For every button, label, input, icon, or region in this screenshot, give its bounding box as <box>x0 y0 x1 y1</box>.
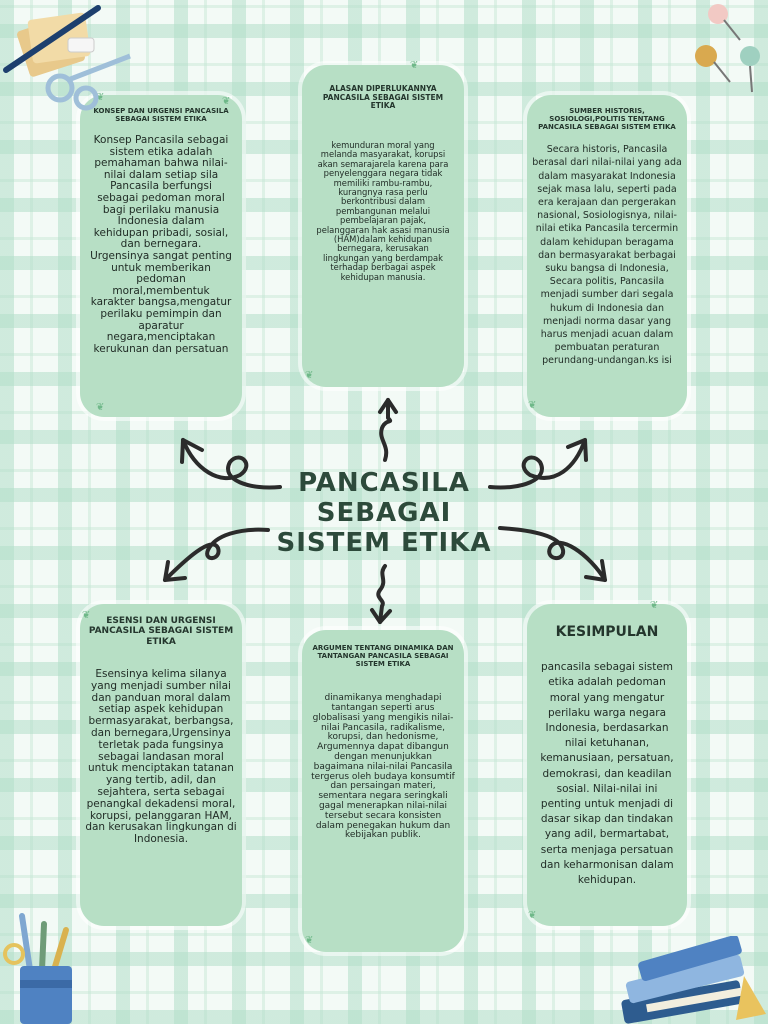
leaf-sprig-icon: ❦ <box>528 400 539 411</box>
card-argumen-title: ARGUMEN TENTANG DINAMIKA DAN TANTANGAN PANCASILA SEBAGAI SISTEM ETIKA <box>312 644 454 669</box>
push-pins-icon <box>680 0 768 100</box>
leaf-sprig-icon: ❦ <box>305 935 316 946</box>
leaf-sprig-icon: ❦ <box>222 96 233 107</box>
stationery-icon <box>0 0 140 120</box>
arrow-to-kesimpulan <box>500 528 605 580</box>
card-konsep-body: Konsep Pancasila sebagai sistem etika adalah pemahaman bahwa nilai-nilai dalam setiap sila Pancasila berfungsi sebagai pedoman moral bagi perilaku manusia Indonesia dalam kehidupan pribadi, sosial, dan bernegara. Urgensinya sangat penting untuk memberikan pedoman moral,membentuk karakter bangsa,mengatur perilaku pemimpin dan aparatur negara,menciptakan kerukunan dan persatuan <box>90 134 232 355</box>
leaf-sprig-icon: ❦ <box>96 402 107 413</box>
leaf-sprig-icon: ❦ <box>528 910 539 921</box>
card-esensi-body: Esensinya kelima silanya yang menjadi sumber nilai dan panduan moral dalam setiap aspek kehidupan bermasyarakat, berbangsa, dan bernegara,Urgensinya terletak pada fungsinya sebagai landasan moral untuk menciptakan tatanan yang tertib, adil, dan sejahtera, serta sebagai penangkal dekadensi moral, korupsi, pelanggaran HAM, dan kerusakan lingkungan di Indonesia. <box>85 668 237 846</box>
leaf-sprig-icon: ❦ <box>650 600 661 611</box>
card-alasan <box>302 65 464 387</box>
main-title-line-2: SEBAGAI <box>316 498 452 528</box>
main-title <box>262 468 506 558</box>
leaf-sprig-icon: ❦ <box>410 60 421 71</box>
card-sumber <box>527 95 687 417</box>
card-esensi-title: ESENSI DAN URGENSI PANCASILA SEBAGAI SISTEM ETIKA <box>88 616 234 647</box>
card-konsep <box>80 95 242 417</box>
card-argumen <box>302 630 464 952</box>
leaf-sprig-icon: ❦ <box>82 610 93 621</box>
card-kesimpulan <box>527 604 687 926</box>
card-kesimpulan-title: KESIMPULAN <box>555 624 659 640</box>
card-argumen-body: dinamikanya menghadapi tantangan seperti arus globalisasi yang mengikis nilai-nilai Pancasila, radikalisme, korupsi, dan hedonisme, Argumennya dapat dibangun dengan menunjukkan bagaimana nilai-nilai Pancasila tergerus oleh budaya konsumtif dan persaingan materi, sementara negara seringkali gagal menerapkan nilai-nilai tersebut secara konsisten dalam penegakan hukum dan kebijakan publik. <box>311 693 455 841</box>
books-icon <box>618 936 768 1024</box>
leaf-sprig-icon: ❦ <box>96 92 107 103</box>
card-esensi <box>80 604 242 926</box>
card-sumber-title: SUMBER HISTORIS, SOSIOLOGI,POLITIS TENTANG PANCASILA SEBAGAI SISTEM ETIKA <box>538 107 676 132</box>
card-alasan-title: ALASAN DIPERLUKANNYA PANCASILA SEBAGAI SISTEM ETIKA <box>322 84 444 111</box>
card-konsep-title: KONSEP DAN URGENSI PANCASILA SEBAGAI SISTEM ETIKA <box>93 107 229 124</box>
main-title-line-1: PANCASILA <box>298 468 470 498</box>
arrow-to-argumen <box>378 566 385 622</box>
card-alasan-body: kemunduran moral yang melanda masyarakat, korupsi akan semarajarela karena para penyelenggara negara tidak memiliki rambu-rambu, kurangnya rasa perlu berkontribusi dalam pembangunan melalui pembelajaran pajak, pelanggaran hak asasi manusia (HAM)dalam kehidupan bernegara, kerusakan lingkungan yang berdampak terhadap berbagai aspek kehidupan manusia. <box>316 139 450 282</box>
arrow-to-esensi <box>165 530 268 580</box>
main-title-line-3: SISTEM ETIKA <box>276 528 492 558</box>
card-kesimpulan-body: pancasila sebagai sistem etika adalah pedoman moral yang mengatur perilaku warga negara Indonesia, berdasarkan nilai ketuhanan, kemanusiaan, persatuan, demokrasi, dan keadilan sosial. Nilai-nilai ini penting untuk menjadi di dasar sikap dan tindakan yang adil, bermartabat, serta menjaga persatuan dan keharmonisan dalam kehidupan. <box>540 661 674 886</box>
leaf-sprig-icon: ❦ <box>305 370 316 381</box>
card-sumber-body: Secara historis, Pancasila berasal dari nilai-nilai yang ada dalam masyarakat Indonesia sejak masa lalu, seperti pada era kerajaan dan pergerakan nasional, Sosiologisnya, nilai-nilai etika Pancasila tercermin dalam kehidupan beragama dan bermasyarakat berbagai suku bangsa di Indonesia, Secara politis, Pancasila menjadi sumber dari segala hukum di Indonesia dan menjadi norma dasar yang harus menjadi acuan dalam pembuatan peraturan perundang-undangan.ks isi <box>532 144 682 367</box>
pencil-cup-icon <box>0 910 90 1024</box>
